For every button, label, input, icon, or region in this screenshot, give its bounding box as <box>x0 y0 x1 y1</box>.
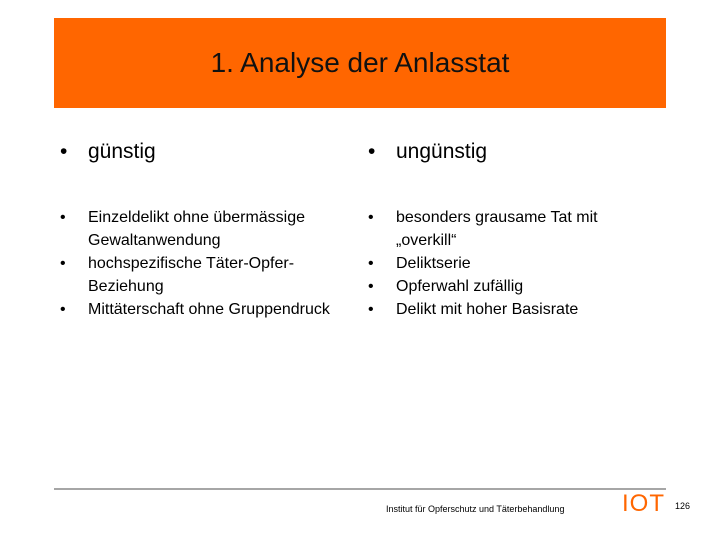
favorable-list <box>54 206 354 321</box>
unfavorable-heading <box>362 138 662 166</box>
list-item: • hochspezifische Täter-Opfer-Beziehung <box>54 252 354 298</box>
favorable-column <box>54 138 354 321</box>
bullet-icon: • <box>368 301 374 318</box>
unfavorable-column <box>362 138 662 321</box>
bullet-icon: • <box>60 209 66 226</box>
page-number: 126 <box>675 501 691 511</box>
institute-name: Institut für Opferschutz und Täterbehandlung <box>386 504 565 514</box>
bullet-icon: • <box>368 278 374 295</box>
list-item: • Opferwahl zufällig <box>362 275 662 298</box>
list-item: • Deliktserie <box>362 252 662 275</box>
bullet-icon: • <box>60 255 66 272</box>
favorable-heading <box>54 138 354 166</box>
list-item: • Mittäterschaft ohne Gruppendruck <box>54 298 354 321</box>
slide-title: 1. Analyse der Anlasstat <box>210 47 510 78</box>
favorable-heading-text: günstig <box>88 140 156 163</box>
bullet-icon: • <box>368 140 376 163</box>
list-item: • Einzeldelikt ohne übermässige Gewaltanwendung <box>54 206 354 252</box>
list-item: • besonders grausame Tat mit „overkill“ <box>362 206 662 252</box>
unfavorable-list <box>362 206 662 321</box>
bullet-icon: • <box>368 255 374 272</box>
bullet-icon: • <box>368 209 374 226</box>
iot-logo: IOT <box>622 490 665 517</box>
list-item: • Delikt mit hoher Basisrate <box>362 298 662 321</box>
bullet-icon: • <box>60 301 66 318</box>
title-banner <box>54 18 666 108</box>
unfavorable-heading-text: ungünstig <box>396 140 488 163</box>
footer-divider <box>54 488 666 490</box>
bullet-icon: • <box>60 140 68 163</box>
